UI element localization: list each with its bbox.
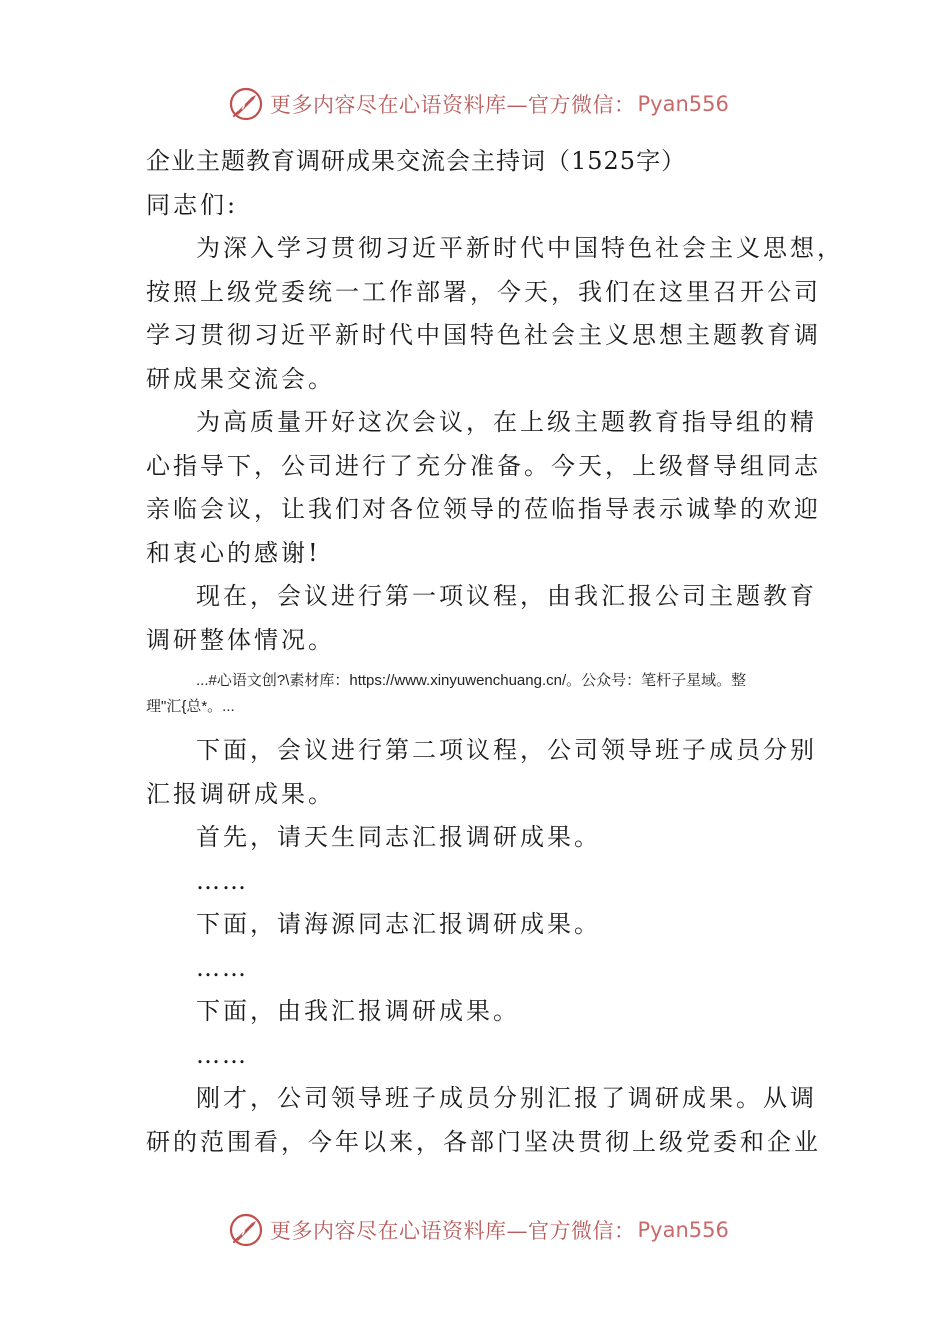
ellipsis-3: …… — [196, 1040, 248, 1069]
pen-nib-logo-icon — [228, 1212, 264, 1248]
document-body — [146, 140, 844, 1164]
ellipsis-1: …… — [196, 866, 248, 895]
paragraph-8-line-2: 研的范围看，今年以来，各部门坚决贯彻上级党委和企业 — [146, 1127, 821, 1156]
banner-text: 更多内容尽在心语资料库—官方微信： — [270, 93, 636, 117]
paragraph-1-line-1: 为深入学习贯彻习近平新时代中国特色社会主义思想， — [196, 234, 844, 262]
footer-banner — [228, 1210, 729, 1250]
paragraph-4-line-2: 汇报调研成果。 — [146, 779, 335, 808]
pen-nib-logo-icon — [228, 86, 264, 122]
paragraph-7: 下面，由我汇报调研成果。 — [196, 997, 520, 1025]
watermark-note-line-1: ...#心语文创?\素材库：https://www.xinyuwenchuang.cn/。公众号：笔杆子星域。整 — [196, 672, 747, 689]
paragraph-2-line-3: 亲临会议，让我们对各位领导的莅临指导表示诚挚的欢迎 — [146, 495, 821, 523]
banner-wechat-id: Pyan556 — [637, 92, 729, 116]
paragraph-2-line-1: 为高质量开好这次会议，在上级主题教育指导组的精 — [196, 408, 817, 436]
header-banner — [228, 84, 729, 124]
banner-wechat-id: Pyan556 — [637, 1218, 729, 1242]
paragraph-3-line-1: 现在，会议进行第一项议程，由我汇报公司主题教育 — [196, 582, 817, 610]
paragraph-2-line-2: 心指导下，公司进行了充分准备。今天，上级督导组同志 — [146, 451, 821, 480]
banner-text: 更多内容尽在心语资料库—官方微信： — [270, 1219, 636, 1243]
paragraph-2-line-4: 和衷心的感谢! — [146, 538, 321, 567]
ellipsis-2: …… — [196, 953, 248, 982]
paragraph-3-line-2: 调研整体情况。 — [146, 625, 335, 654]
paragraph-1-line-2: 按照上级党委统一工作部署，今天，我们在这里召开公司 — [146, 277, 821, 306]
salutation: 同志们: — [146, 190, 239, 219]
watermark-note-line-2: 理"汇{总*。... — [146, 698, 235, 715]
paragraph-5: 首先，请天生同志汇报调研成果。 — [196, 823, 601, 851]
paragraph-1-line-3: 学习贯彻习近平新时代中国特色社会主义思想主题教育调 — [146, 321, 821, 349]
paragraph-6: 下面，请海源同志汇报调研成果。 — [196, 910, 601, 938]
paragraph-4-line-1: 下面，会议进行第二项议程，公司领导班子成员分别 — [196, 736, 817, 764]
paragraph-1-line-4: 研成果交流会。 — [146, 364, 335, 393]
paragraph-8-line-1: 刚才，公司领导班子成员分别汇报了调研成果。从调 — [196, 1084, 817, 1112]
document-title: 企业主题教育调研成果交流会主持词（1525字） — [146, 147, 687, 175]
